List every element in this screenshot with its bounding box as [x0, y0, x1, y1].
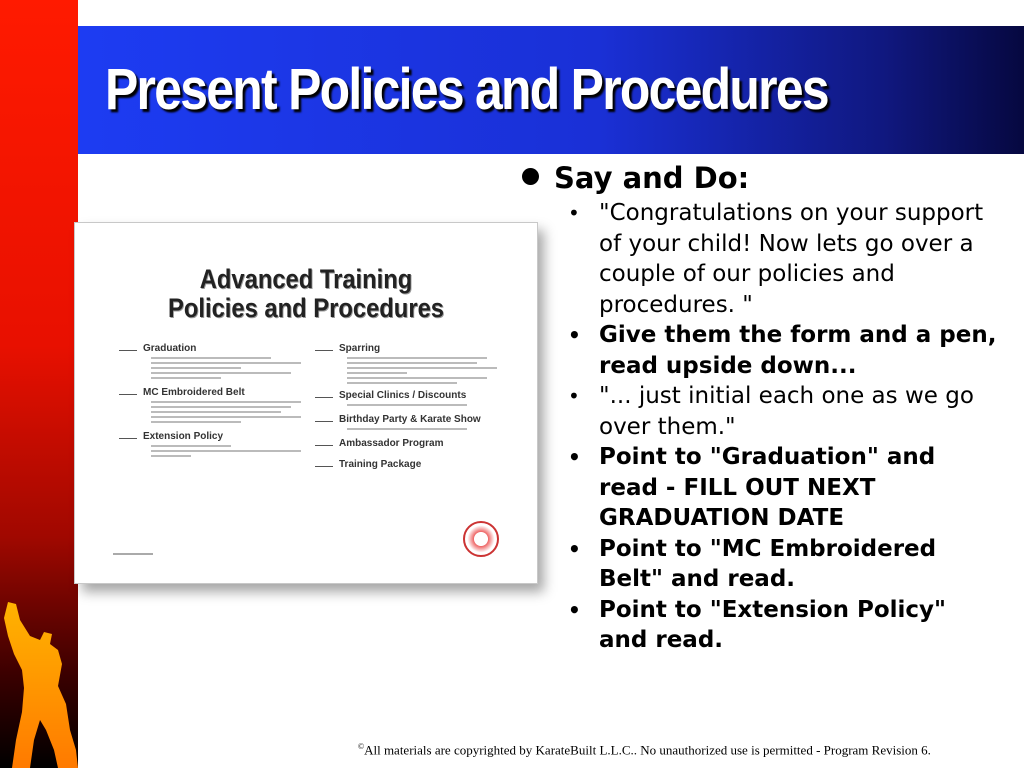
sub-bullet-list [520, 198, 1010, 656]
form-title [103, 265, 510, 323]
form-section: Ambassador Program [315, 438, 515, 449]
form-section: MC Embroidered Belt [119, 387, 319, 398]
form-left-column [119, 339, 319, 460]
sub-bullet: • Give them the form and a pen, read upside down... [568, 322, 997, 379]
sub-bullet: • Point to "MC Embroidered Belt" and read. [568, 535, 937, 592]
bullet-heading: Say and Do: [554, 161, 750, 195]
form-section: Training Package [315, 459, 515, 470]
sub-bullet: • "Congratulations on your support of your child! Now lets go over a couple of our policies and procedures. " [568, 200, 984, 318]
form-section: Extension Policy [119, 431, 319, 442]
policies-form-image [74, 222, 538, 584]
karate-figure-icon [0, 600, 78, 768]
sub-bullet: • "... just initial each one as we go over them." [568, 383, 974, 440]
school-logo-icon [463, 521, 499, 557]
form-section: Graduation [119, 343, 319, 354]
main-bullet [520, 158, 1010, 198]
form-footer-text [113, 553, 153, 555]
bullet-dot-icon [522, 168, 539, 185]
copyright-symbol: © [358, 742, 365, 751]
form-title-line-1: Advanced Training [199, 264, 413, 294]
slide-title: Present Policies and Procedures [105, 57, 828, 122]
form-title-line-2: Policies and Procedures [168, 293, 444, 323]
copyright-text: All materials are copyrighted by KarateBuilt L.L.C.. No unauthorized use is permitted - Program Revision 6. [364, 742, 931, 758]
form-section: Special Clinics / Discounts [315, 390, 515, 401]
form-section: Sparring [315, 343, 515, 354]
sub-bullet: • Point to "Graduation" and read - FILL OUT NEXT GRADUATION DATE [568, 444, 936, 531]
sub-bullet: • Point to "Extension Policy" and read. [568, 596, 947, 653]
form-right-column [315, 339, 515, 470]
content-bullets [520, 158, 1010, 656]
copyright-footer [358, 742, 931, 758]
form-section: Birthday Party & Karate Show [315, 414, 515, 425]
